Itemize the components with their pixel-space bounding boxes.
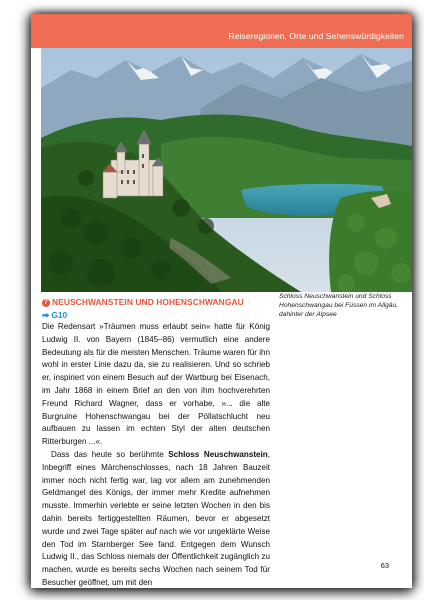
page-number: 63 [380, 561, 389, 570]
castle-name-bold: Schloss Neuschwanstein [168, 449, 268, 459]
paragraph-2-start: Dass das heute so berühmte [51, 449, 169, 459]
section-number-badge: 7 [42, 299, 50, 307]
photo-caption: Schloss Neuschwanstein und Schloss Hohenschwangau bei Füssen im Allgäu, dahinter der Alpsee [279, 293, 399, 318]
castle-landscape-photo [41, 48, 412, 292]
paragraph-1: Die Redensart »Träumen muss erlaubt sein« hatte für König Ludwig II. von Bayern (1845–86) vermutlich eine andere Bedeutung als für die meisten Menschen. Träume waren für ihn wohl in erster Linie dazu da, sie zu realisieren. Und so schrieb er, inspiriert von einem Besuch auf der Wartburg bei Eisenach, im Jahr 1868 in einem Brief an den von ihm hochverehrten Freund Richard Wagner, dass er vorhabe, »... die alte Burgruine Hohenschwangau bei der Pöllatschlucht neu aufbauen zu lassen im echten Styl der alten deutschen Ritterburgen ...«. [42, 322, 270, 447]
paragraph-2-rest: , Inbegriff eines Märchenschlosses, nach 18 Jahren Bauzeit immer noch nicht fertig war, lag vor allem am zunehmenden Geldmangel des Königs, der immer mehr Kredite aufnehmen musste. Immerhin verlebte er seine letzten Wochen in den bis dahin bereits fertiggestellten Räumen, bevor er abgesetzt wurde und zwei Tage später auf nach wie vor ungeklärte Weise den Tod im Starnberger See fand. Entgegen dem Wunsch Ludwig II., das Schloss niemals der Öffentlichkeit zugänglich zu machen, wurde es bereits sechs Wochen nach seinem Tod für Besucher geöffnet, um mit den [42, 449, 270, 587]
header-title: Reiseregionen, Orte und Sehenswürdigkeiten [228, 31, 404, 41]
map-reference: ➡ G10 [42, 310, 68, 320]
section-heading [42, 297, 244, 307]
page-header-bar [31, 14, 412, 48]
book-page [31, 14, 412, 588]
paragraph-2 [42, 449, 270, 588]
section-title: NEUSCHWANSTEIN UND HOHENSCHWANGAU [52, 297, 244, 307]
article-body [42, 321, 270, 588]
